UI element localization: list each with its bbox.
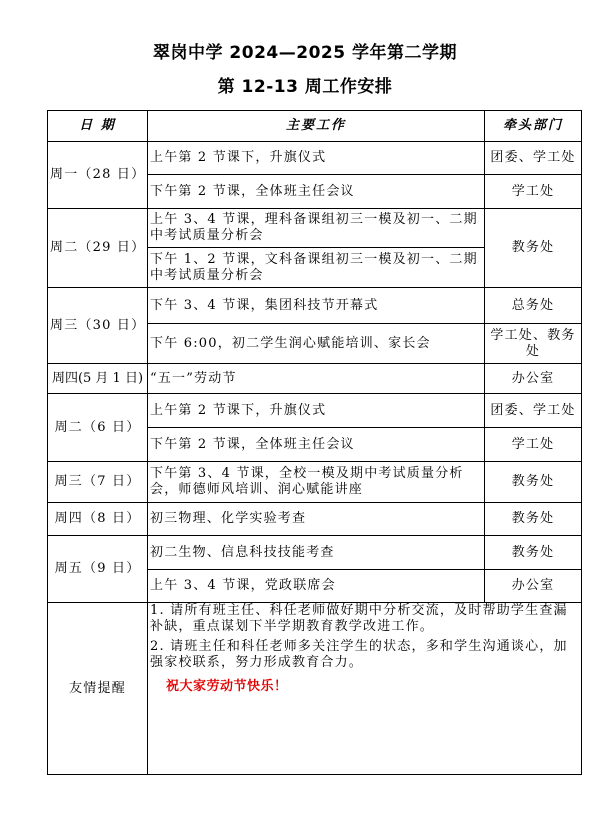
task-cell: 下午 3、4 节课，集团科技节开幕式 [148, 288, 485, 324]
day-cell: 周三（30 日） [48, 288, 148, 364]
table-row [48, 364, 582, 394]
day-cell: 周二（29 日） [48, 209, 148, 288]
day-cell: 周二（6 日） [48, 394, 148, 462]
day-cell: 周五（9 日） [48, 536, 148, 603]
dept-cell: 团委、学工处 [485, 142, 582, 175]
task-cell: 上午第 2 节课下，升旗仪式 [148, 394, 485, 428]
task-cell: 初二生物、信息科技技能考查 [148, 536, 485, 570]
task-cell: 下午第 3、4 节课，全校一模及期中考试质量分析会，师德师风培训、润心赋能讲座 [148, 462, 485, 503]
page-subtitle: 第 12-13 周工作安排 [217, 77, 393, 97]
greeting-text: 祝大家劳动节快乐！ [166, 679, 288, 694]
task-cell: 上午第 2 节课下，升旗仪式 [148, 142, 485, 175]
dept-cell: 学工处 [485, 175, 582, 209]
task-cell: 上午 3、4 节课，理科备课组初三一模及初一、二期中考试质量分析会 [148, 209, 485, 248]
day-cell: 周四（8 日） [48, 503, 148, 536]
dept-cell: 学工处 [485, 428, 582, 462]
task-cell: 下午 6:00，初二学生润心赋能培训、家长会 [148, 324, 485, 364]
dept-cell: 总务处 [485, 288, 582, 324]
notes-row [48, 603, 582, 775]
task-cell: 下午 1、2 节课，文科备课组初三一模及初一、二期中考试质量分析会 [148, 248, 485, 288]
note-item-2: 2. 请班主任和科任老师多关注学生的状态，多和学生沟通谈心，加强家校联系，努力形成教育合力。 [150, 639, 568, 670]
dept-cell: 教务处 [485, 462, 582, 503]
column-header-work: 主要工作 [148, 111, 485, 142]
dept-cell: 学工处、教务处 [485, 324, 582, 364]
table-row [48, 288, 582, 324]
dept-cell: 办公室 [485, 364, 582, 394]
table-row [48, 462, 582, 503]
day-cell: 周一（28 日） [48, 142, 148, 209]
dept-cell: 教务处 [485, 536, 582, 570]
column-header-dept: 牵头部门 [485, 111, 582, 142]
table-row [48, 209, 582, 248]
table-row [48, 142, 582, 175]
notes-cell [148, 603, 582, 775]
notes-label: 友情提醒 [48, 603, 148, 775]
day-cell: 周四(5 月 1 日) [48, 364, 148, 394]
note-item-1: 1. 请所有班主任、科任老师做好期中分析交流，及时帮助学生查漏补缺，重点谋划下半学期教育教学改进工作。 [150, 603, 568, 634]
task-cell: 下午第 2 节课，全体班主任会议 [148, 428, 485, 462]
table-row [48, 503, 582, 536]
dept-cell: 教务处 [485, 209, 582, 288]
page-title: 翠岗中学 2024—2025 学年第二学期 [153, 43, 457, 63]
table-row [48, 536, 582, 570]
table-row [48, 394, 582, 428]
schedule-table [47, 110, 582, 775]
task-cell: 初三物理、化学实验考查 [148, 503, 485, 536]
dept-cell: 办公室 [485, 570, 582, 603]
task-cell: 上午 3、4 节课，党政联席会 [148, 570, 485, 603]
dept-cell: 团委、学工处 [485, 394, 582, 428]
column-header-date: 日 期 [48, 111, 148, 142]
table-header-row [48, 111, 582, 142]
task-cell: 下午第 2 节课，全体班主任会议 [148, 175, 485, 209]
dept-cell: 教务处 [485, 503, 582, 536]
task-cell: “五一”劳动节 [148, 364, 485, 394]
day-cell: 周三（7 日） [48, 462, 148, 503]
